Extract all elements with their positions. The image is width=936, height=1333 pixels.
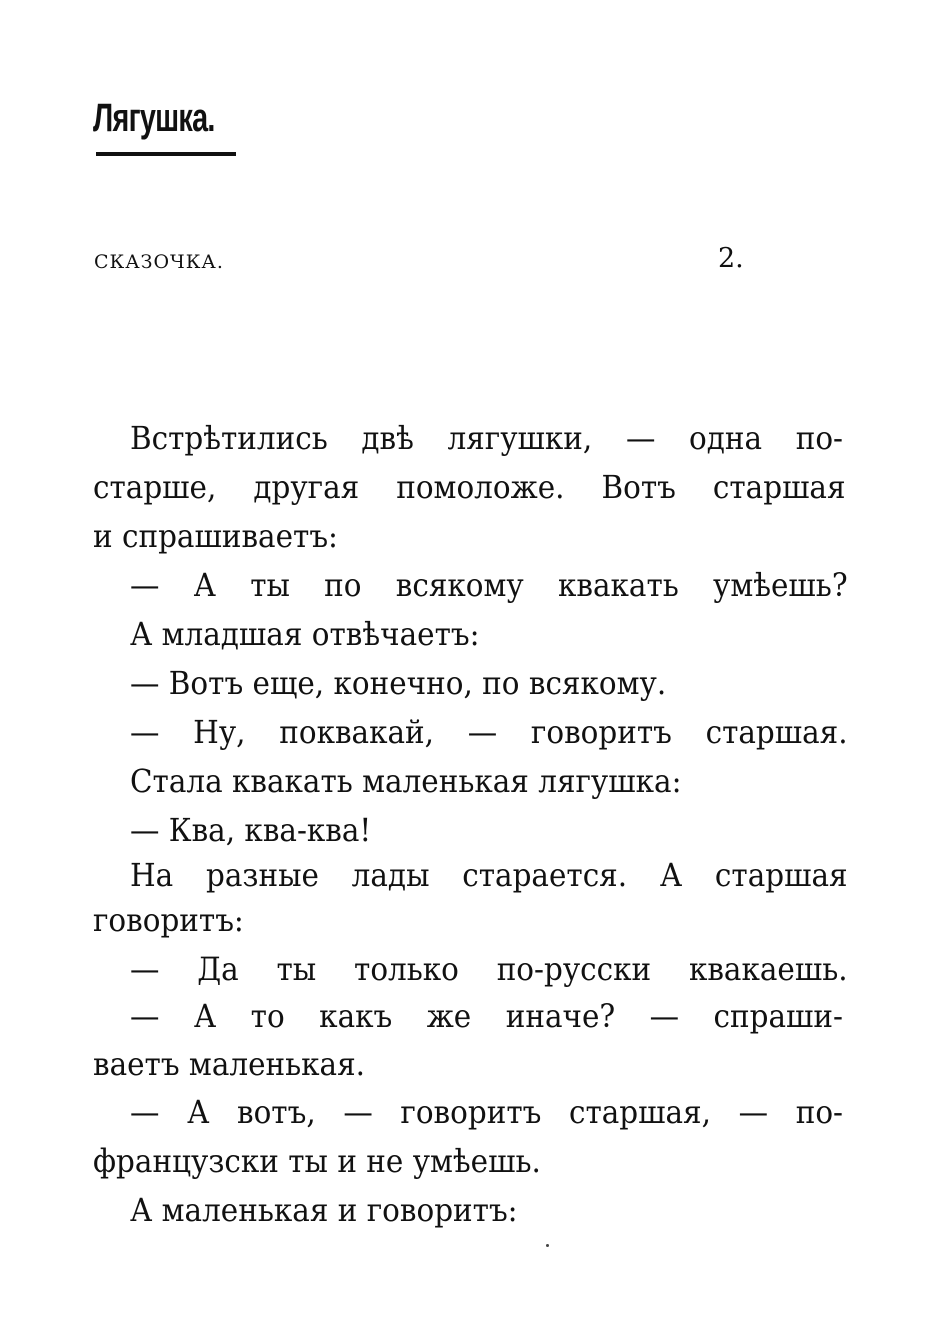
title-underline (96, 152, 236, 156)
text-line: — Да ты только по-русски квакаешь. (130, 950, 848, 988)
text-line: Стала квакать маленькая лягушка: (130, 762, 682, 800)
text-line: старше, другая помоложе. Вотъ старшая (93, 468, 846, 506)
text-line: — А то какъ же иначе? — спраши- (130, 997, 843, 1035)
page-number: 2. (718, 243, 744, 274)
text-line: — Ква, ква-ква! (130, 811, 372, 849)
section-subtitle: СКАЗОЧКА. (94, 251, 224, 273)
page-title: Лягушка. (93, 96, 215, 140)
text-line: На разные лады старается. А старшая (130, 856, 848, 894)
text-line: говоритъ: (93, 901, 244, 939)
text-line: французски ты и не умѣешь. (93, 1142, 541, 1180)
text-line: ваетъ маленькая. (93, 1045, 366, 1083)
text-line: — Вотъ еще, конечно, по всякому. (130, 664, 667, 702)
text-line: А младшая отвѣчаетъ: (130, 615, 480, 653)
text-line: — Ну, поквакай, — говоритъ старшая. (130, 713, 848, 751)
text-line: — А ты по всякому квакать умѣешь? (130, 566, 848, 604)
print-speck (546, 1244, 549, 1247)
text-line: — А вотъ, — говоритъ старшая, — по- (130, 1093, 843, 1131)
text-line: Встрѣтились двѣ лягушки, — одна по- (130, 419, 843, 457)
text-line: А маленькая и говоритъ: (130, 1191, 518, 1229)
text-line: и спрашиваетъ: (93, 517, 338, 555)
